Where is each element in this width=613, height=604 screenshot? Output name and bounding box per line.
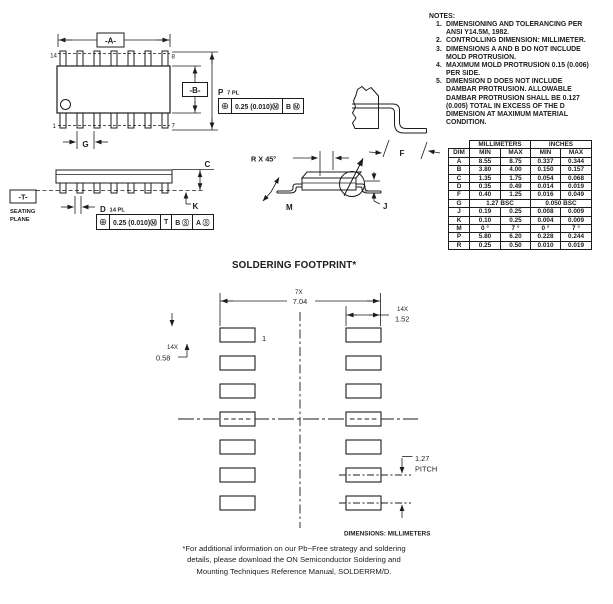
count-14x-left-label: 14X: [167, 344, 179, 351]
cell-val: 0.009: [561, 208, 592, 216]
pin-7-label: 7: [171, 122, 175, 130]
table-group-millimeters: MILLIMETERS: [470, 141, 531, 149]
note-line: CONDITION.: [446, 119, 487, 127]
side-body: [56, 170, 172, 183]
cell-val: 7 °: [501, 225, 531, 233]
dim-k: [186, 193, 191, 205]
cell-val: 0.50: [501, 241, 531, 249]
table-header-row: [449, 149, 592, 157]
dim-k-label: K: [192, 202, 199, 211]
cell-dim: P: [449, 233, 470, 241]
cell-dim: M: [449, 225, 470, 233]
note-item: [429, 62, 613, 78]
cell-val: 0.008: [531, 208, 561, 216]
pitch-word-label: PITCH: [415, 464, 438, 474]
table-header-min: MIN: [470, 149, 501, 157]
dim-d-suffix: 14 PL: [109, 207, 125, 214]
cell-val: 0.019: [561, 241, 592, 249]
notes-title: NOTES:: [429, 13, 456, 20]
dim-f: [369, 140, 440, 159]
table-row: [449, 208, 592, 216]
dim-c-label: C: [204, 160, 211, 169]
lead-detail-enlarged: [352, 87, 440, 160]
cell-val: 1.35: [470, 174, 501, 182]
soldering-footprint-title: SOLDERING FOOTPRINT*: [232, 260, 357, 271]
cell-val: 3.80: [470, 166, 501, 174]
cell-val: 0.25: [501, 216, 531, 224]
footer-line: *For additional information on our Pb−Free strategy and soldering: [182, 544, 406, 553]
cell-val: 1.25: [501, 191, 531, 199]
note-line: DAMBAR PROTRUSION. ALLOWABLE: [446, 86, 572, 94]
note-line: DIMENSIONS A AND B DO NOT INCLUDE: [446, 45, 581, 53]
dimension-table: [448, 140, 592, 250]
cell-val-span: 1.27 BSC: [470, 199, 531, 207]
dim-127-pitch: [402, 457, 413, 519]
cell-val: 4.00: [501, 166, 531, 174]
dim-f-label: F: [399, 149, 405, 158]
cell-val: 0.009: [561, 216, 592, 224]
cell-val: 0.10: [470, 216, 501, 224]
units-note: DIMENSIONS: MILLIMETERS: [344, 530, 431, 538]
dim-a-label: -A-: [104, 36, 117, 46]
note-line: DAMBAR PROTRUSION SHALL BE 0.127: [446, 94, 580, 102]
note-line: MAXIMUM MOLD PROTRUSION 0.15 (0.006): [446, 61, 589, 69]
table-row: [449, 199, 592, 207]
table-row: [449, 157, 592, 165]
dim-d-label: D: [100, 205, 106, 214]
fcf-side-datum-a: A Ⓢ: [196, 220, 210, 227]
cell-val: 0.35: [470, 183, 501, 191]
end-view-top-face: [302, 172, 361, 178]
note-line: PER SIDE.: [446, 70, 481, 78]
cell-dim: A: [449, 157, 470, 165]
note-number: 3.: [436, 45, 442, 53]
table-row: [449, 216, 592, 224]
note-line: DIMENSION D DOES NOT INCLUDE: [446, 78, 563, 86]
cell-val: 0 °: [531, 225, 561, 233]
feature-control-frame-top: [218, 98, 304, 114]
cell-val: 8.75: [501, 157, 531, 165]
cell-val: 5.80: [470, 233, 501, 241]
cell-val: 0.49: [501, 183, 531, 191]
dim-m-label: M: [286, 203, 293, 212]
width-704-label: 7.04: [292, 297, 308, 306]
dim-r-label: R X 45°: [251, 154, 277, 164]
dim-m: [263, 178, 279, 202]
count-14x-right-label: 14X: [397, 306, 409, 313]
dim-j: [365, 172, 380, 204]
cell-val: 0.228: [531, 233, 561, 241]
dim-g-label: G: [82, 140, 89, 149]
fcf-side-tolerance: 0.25 (0.010)Ⓜ: [110, 215, 161, 229]
cell-dim: G: [449, 199, 470, 207]
fcf-top-datum-b: B Ⓜ: [286, 104, 300, 111]
table-row: [449, 241, 592, 249]
pin-14-label: 14: [50, 52, 57, 60]
cell-val: 0.010: [531, 241, 561, 249]
cell-val: 0.004: [531, 216, 561, 224]
feature-control-frame-side: [96, 214, 214, 230]
position-tolerance-icon: ⊕: [97, 215, 110, 229]
note-item: [429, 78, 613, 127]
cell-val: 0.25: [470, 241, 501, 249]
note-line: ANSI Y14.5M, 1982.: [446, 29, 510, 37]
cell-val: 0.344: [561, 157, 592, 165]
note-line: DIMENSIONING AND TOLERANCING PER: [446, 21, 583, 29]
pin-1-label: 1: [52, 123, 56, 130]
table-header-dim: DIM: [449, 149, 470, 157]
footer-note: [126, 543, 462, 577]
count-7x-label: 7X: [295, 289, 303, 296]
table-row: [449, 166, 592, 174]
package-body: [57, 66, 170, 113]
table-blank-cell: [449, 141, 470, 149]
cell-val: 0.054: [531, 174, 561, 182]
cell-val: 6.20: [501, 233, 531, 241]
note-number: 5.: [436, 78, 442, 86]
cell-val: 0.337: [531, 157, 561, 165]
table-row: [449, 225, 592, 233]
cell-val: 0.19: [470, 208, 501, 216]
table-header-max: MAX: [561, 149, 592, 157]
cell-val: 0.150: [531, 166, 561, 174]
cell-dim: K: [449, 216, 470, 224]
dim-p-suffix: 7 PL: [227, 90, 240, 97]
cell-val: 7 °: [561, 225, 592, 233]
cell-val: 0.25: [501, 208, 531, 216]
footer-line: Mounting Techniques Reference Manual, SOLDERRM/D.: [196, 566, 392, 576]
table-row: [449, 233, 592, 241]
dim-b-label: -B-: [189, 86, 201, 95]
pin-8-label: 8: [171, 53, 175, 61]
table-header-min: MIN: [531, 149, 561, 157]
table-header-max: MAX: [501, 149, 531, 157]
cell-dim: J: [449, 208, 470, 216]
cell-dim: F: [449, 191, 470, 199]
soldering-footprint: [172, 293, 418, 528]
note-item: [429, 21, 613, 37]
note-line: MOLD PROTRUSION.: [446, 53, 517, 61]
cell-val: 0.157: [561, 166, 592, 174]
cell-val: 0.068: [561, 174, 592, 182]
cell-val: 1.75: [501, 174, 531, 182]
note-line: CONTROLLING DIMENSION: MILLIMETER.: [446, 37, 586, 45]
cell-val: 0.049: [561, 191, 592, 199]
cell-dim: B: [449, 166, 470, 174]
side-pins: [60, 183, 168, 193]
fcf-side-datum-t: T: [161, 215, 172, 229]
table-group-inches: INCHES: [531, 141, 592, 149]
lead-end-view: [263, 151, 381, 204]
dim-j-label: J: [383, 202, 388, 211]
seating-label-1: SEATING: [10, 209, 36, 215]
cell-val: 0.014: [531, 183, 561, 191]
seating-label-2: PLANE: [10, 217, 30, 223]
table-row: [449, 174, 592, 182]
position-tolerance-icon: ⊕: [219, 99, 232, 113]
pitch-value-label: 1.27: [415, 454, 430, 463]
note-number: 2.: [436, 37, 442, 45]
cell-val: 0 °: [470, 225, 501, 233]
table-row: [449, 191, 592, 199]
table-row: [449, 183, 592, 191]
note-line: DIMENSION AT MAXIMUM MATERIAL: [446, 110, 568, 118]
cell-val: 0.40: [470, 191, 501, 199]
dim-c: [172, 170, 214, 191]
footer-line: details, please download the ON Semiconductor Soldering and: [187, 555, 401, 565]
note-number: 4.: [436, 61, 442, 69]
datum-t-label: -T-: [18, 192, 28, 202]
cell-dim: D: [449, 183, 470, 191]
note-item: [429, 46, 613, 62]
note-line: (0.005) TOTAL IN EXCESS OF THE D: [446, 102, 565, 110]
dim-p-label: P: [218, 88, 224, 97]
note-item: [429, 37, 613, 45]
table-group-header-row: [449, 141, 592, 149]
fcf-top-tolerance: 0.25 (0.010)Ⓜ: [232, 99, 283, 113]
cell-val: 0.244: [561, 233, 592, 241]
cell-val: 0.016: [531, 191, 561, 199]
cell-val-span: 0.050 BSC: [531, 199, 592, 207]
footprint-pin1-label: 1: [262, 334, 267, 343]
cell-val: 0.019: [561, 183, 592, 191]
pad-width-label: 1.52: [395, 314, 410, 324]
pad-height-label: 0.58: [156, 353, 171, 363]
cell-val: 8.55: [470, 157, 501, 165]
dim-d: [61, 196, 95, 214]
note-number: 1.: [436, 21, 442, 29]
fcf-side-datum-b: B Ⓢ: [172, 215, 193, 229]
cell-dim: R: [449, 241, 470, 249]
cell-dim: C: [449, 174, 470, 182]
notes-block: [429, 13, 613, 127]
